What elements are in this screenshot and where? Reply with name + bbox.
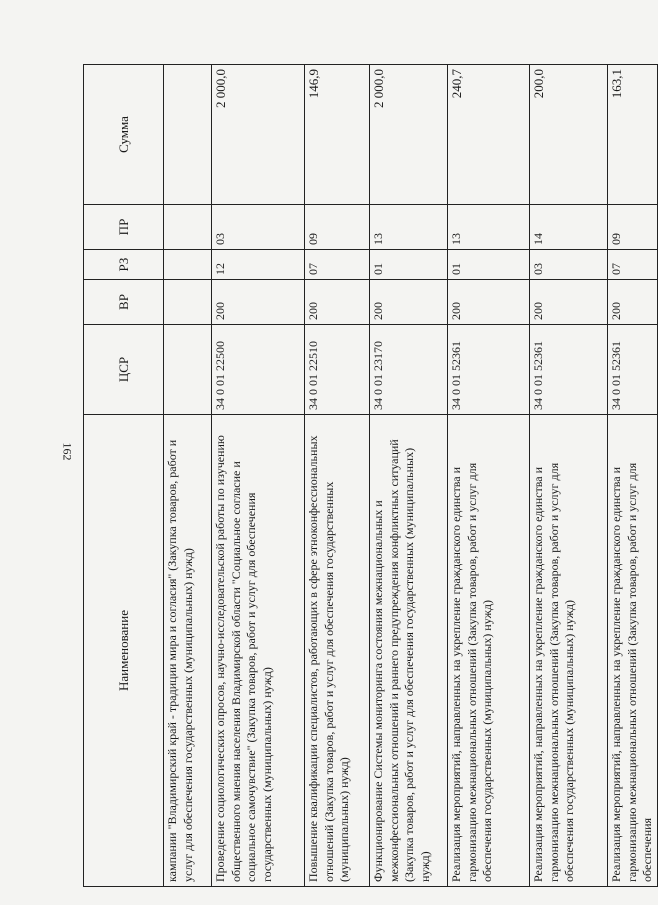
header-vr: ВР: [84, 280, 164, 325]
row-pr: 09: [305, 205, 370, 250]
row-vr: 200: [608, 280, 658, 325]
table-row: [305, 65, 370, 887]
row-sum: 240,7: [448, 65, 530, 205]
row-pr: [164, 205, 212, 250]
header-pr: ПР: [84, 205, 164, 250]
row-pr: 14: [530, 205, 608, 250]
row-sum: 146,9: [305, 65, 370, 205]
row-name: Реализация мероприятий, направленных на укрепление гражданского единства и гармонизацию межнациональных отношений (Закупка товаров, работ и услуг для обеспечения: [608, 415, 658, 887]
table-row: [448, 65, 530, 887]
row-sum: [164, 65, 212, 205]
header-name: Наименование: [84, 415, 164, 887]
row-name: Повышение квалификации специалистов, работающих в сфере этноконфессиональных отношений (Закупка товаров, работ и услуг для обеспечения государственных (муниципальных) нужд): [305, 415, 370, 887]
header-sum: Сумма: [84, 65, 164, 205]
row-vr: 200: [448, 280, 530, 325]
row-rz: [164, 250, 212, 280]
row-vr: [164, 280, 212, 325]
table-row: [370, 65, 448, 887]
table-row: [212, 65, 305, 887]
row-rz: 03: [530, 250, 608, 280]
row-pr: 13: [448, 205, 530, 250]
row-rz: 07: [608, 250, 658, 280]
header-csr: ЦСР: [84, 325, 164, 415]
row-name: Реализация мероприятий, направленных на укрепление гражданского единства и гармонизацию межнациональных отношений (Закупка товаров, работ и услуг для обеспечения государственных (муниципальных) нужд): [448, 415, 530, 887]
page-number: 162: [60, 442, 75, 461]
row-vr: 200: [530, 280, 608, 325]
row-sum: 200,0: [530, 65, 608, 205]
row-name: Функционирование Системы мониторинга состояния межнациональных и межконфессиональных отношений и раннего предупреждения конфликтных ситуаций (Закупка товаров, работ и услуг для обеспечения государственных (муниципальных) нужд): [370, 415, 448, 887]
row-rz: 12: [212, 250, 305, 280]
row-pr: 03: [212, 205, 305, 250]
row-vr: 200: [212, 280, 305, 325]
header-rz: РЗ: [84, 250, 164, 280]
row-name: Реализация мероприятий, направленных на укрепление гражданского единства и гармонизацию межнациональных отношений (Закупка товаров, работ и услуг для обеспечения государственных (муниципальных) нужд): [530, 415, 608, 887]
row-rz: 01: [370, 250, 448, 280]
row-sum: 2 000,0: [370, 65, 448, 205]
row-sum: 2 000,0: [212, 65, 305, 205]
rotated-table-container: [83, 65, 655, 887]
row-csr: 34 0 01 52361: [530, 325, 608, 415]
row-csr: 34 0 01 52361: [608, 325, 658, 415]
row-name: кампании "Владимирский край - традиции мира и согласия" (Закупка товаров, работ и услуг для обеспечения государственных (муниципальных) нужд): [164, 415, 212, 887]
row-vr: 200: [305, 280, 370, 325]
row-csr: 34 0 01 23170: [370, 325, 448, 415]
row-rz: 01: [448, 250, 530, 280]
row-rz: 07: [305, 250, 370, 280]
row-name: Проведение социологических опросов, научно-исследовательской работы по изучению общественного мнения населения Владимирской области "Социальное согласие и социальное самочувствие" (Закупка товаров, работ и услуг для обеспечения государственных (муниципальных) нужд): [212, 415, 305, 887]
table-row: [164, 65, 212, 887]
row-csr: 34 0 01 52361: [448, 325, 530, 415]
table-row: [530, 65, 608, 887]
row-csr: 34 0 01 22510: [305, 325, 370, 415]
row-csr: 34 0 01 22500: [212, 325, 305, 415]
row-vr: 200: [370, 280, 448, 325]
row-csr: [164, 325, 212, 415]
row-pr: 13: [370, 205, 448, 250]
table-header-row: [84, 65, 164, 887]
row-pr: 09: [608, 205, 658, 250]
budget-table: [83, 64, 658, 887]
row-sum: 163,1: [608, 65, 658, 205]
table-row: [608, 65, 658, 887]
